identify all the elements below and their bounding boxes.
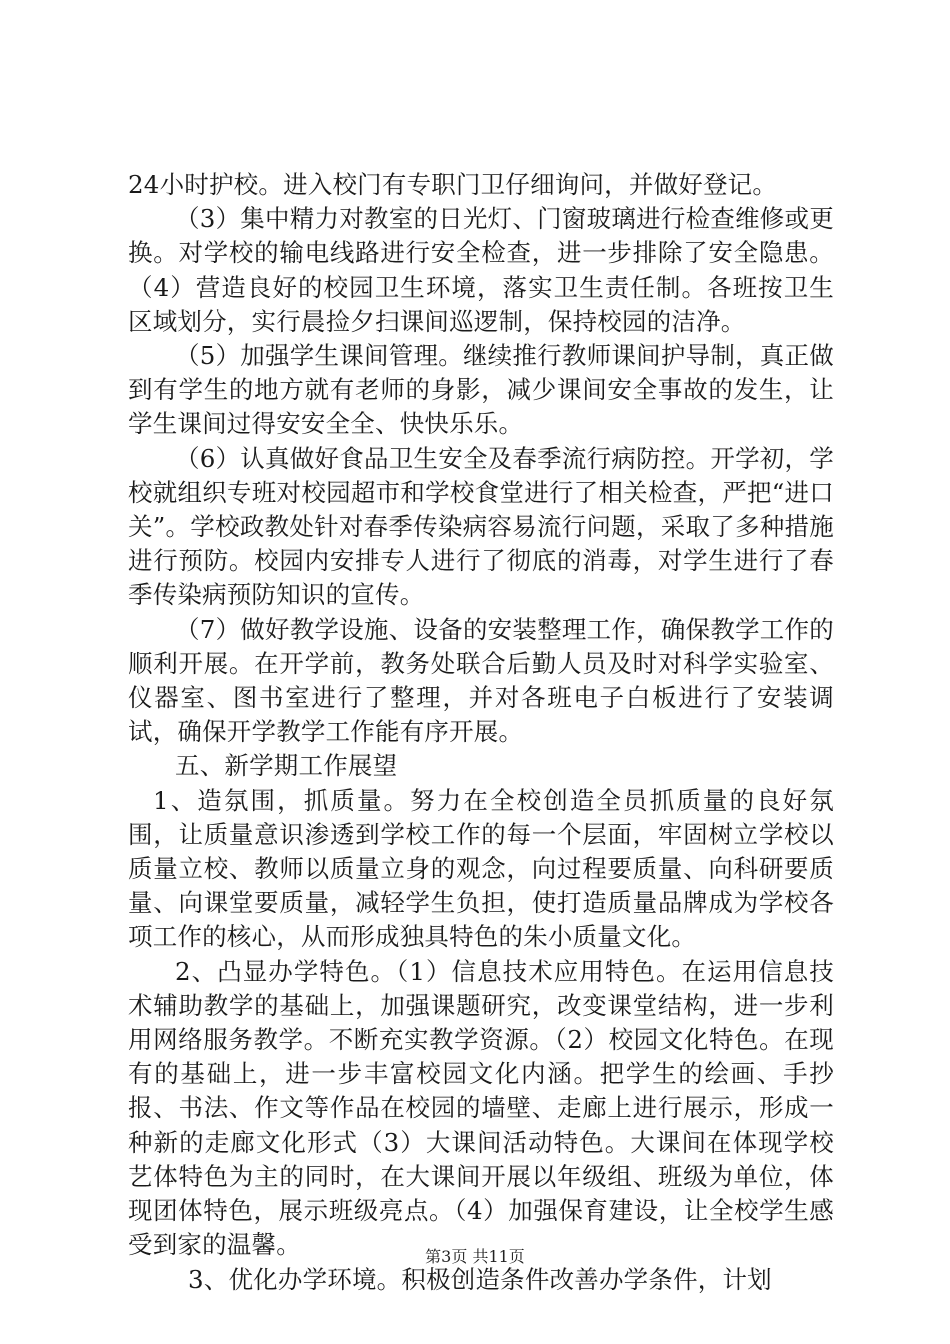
paragraph-item-3-4: （3）集中精力对教室的日光灯、门窗玻璃进行检查维修或更换。对学校的输电线路进行安全检查，进一步排除了安全隐患。（4）营造良好的校园卫生环境，落实卫生责任制。各班按卫生区域划分，实行晨捡夕扫课间巡逻制，保持校园的洁净。 (128, 204, 834, 336)
page-footer: 第3页 共11页 (425, 1247, 525, 1266)
document-body (128, 168, 834, 1297)
paragraph-outlook-3: 3、优化办学环境。积极创造条件改善办学条件，计划 (188, 1264, 772, 1294)
paragraph-item-5: （5）加强学生课间管理。继续推行教师课间护导制，真正做到有学生的地方就有老师的身影，减少课间安全事故的发生，让学生课间过得安安全全、快快乐乐。 (128, 341, 834, 439)
paragraph-continuation: 24小时护校。进入校门有专职门卫仔细询问，并做好登记。 (128, 170, 778, 199)
paragraph-outlook-2: 2、凸显办学特色。（1）信息技术应用特色。在运用信息技术辅助教学的基础上，加强课题研究，改变课堂结构，进一步利用网络服务教学。不断充实教学资源。（2）校园文化特色。在现有的基础上，进一步丰富校园文化内涵。把学生的绘画、手抄报、书法、作文等作品在校园的墙壁、走廊上进行展示，形成一种新的走廊文化形式（3）大课间活动特色。大课间在体现学校艺体特色为主的同时，在大课间开展以年级组、班级为单位，体现团体特色，展示班级亮点。（4）加强保育建设，让全校学生感受到家的温馨。 (128, 956, 834, 1260)
paragraph-item-6: （6）认真做好食品卫生安全及春季流行病防控。开学初，学校就组织专班对校园超市和学校食堂进行了相关检查，严把“进口关”。学校政教处针对春季传染病容易流行问题，采取了多种措施进行预防。校园内安排专人进行了彻底的消毒，对学生进行了春季传染病预防知识的宣传。 (128, 443, 834, 610)
section-heading-5: 五、新学期工作展望 (175, 751, 398, 781)
paragraph-outlook-1: 1、造氛围，抓质量。努力在全校创造全员抓质量的良好氛围，让质量意识渗透到学校工作的每一个层面，牢固树立学校以质量立校、教师以质量立身的观念，向过程要质量、向科研要质量、向课堂要质量，减轻学生负担，使打造质量品牌成为学校各项工作的核心，从而形成独具特色的朱小质量文化。 (128, 785, 834, 952)
paragraph-item-7: （7）做好教学设施、设备的安装整理工作，确保教学工作的顺利开展。在开学前，教务处联合后勤人员及时对科学实验室、仪器室、图书室进行了整理，并对各班电子白板进行了安装调试，确保开学教学工作能有序开展。 (128, 614, 834, 747)
